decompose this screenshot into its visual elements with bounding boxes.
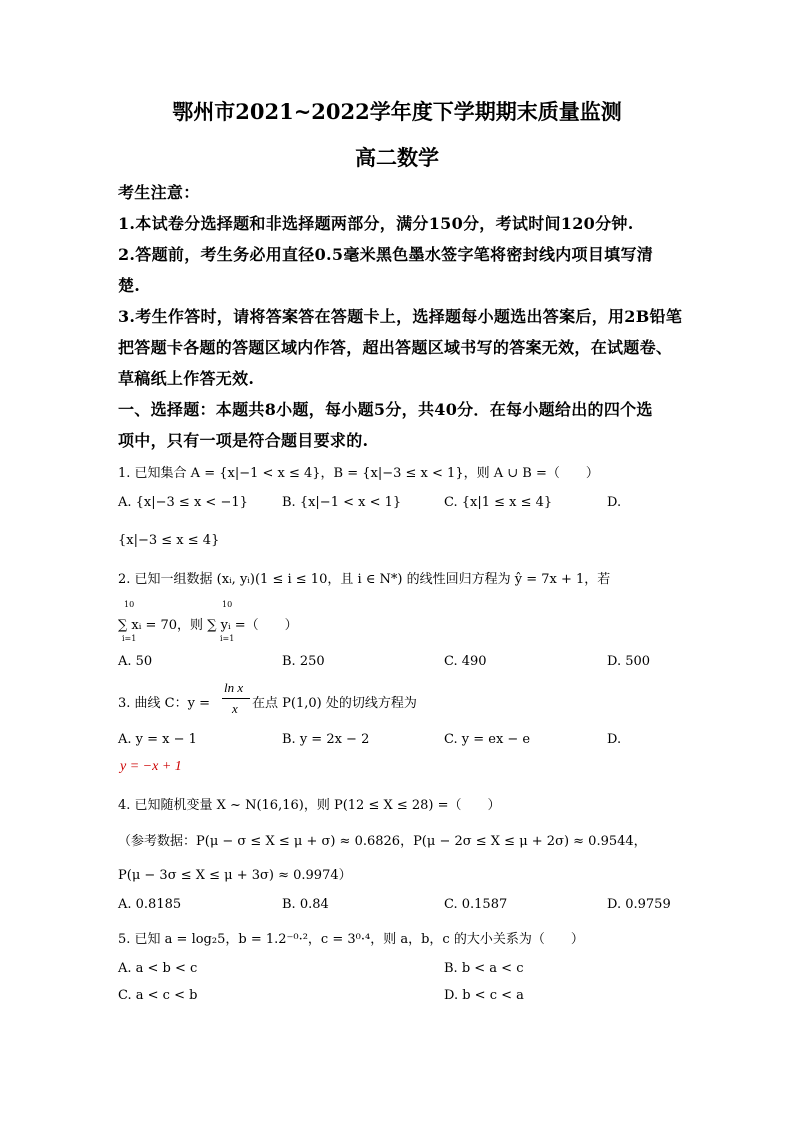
question-2-stem: 2. 已知一组数据 (xᵢ, yᵢ)(1 ≤ i ≤ 10，且 i ∈ N*) 的线性回归方程为 ŷ = 7x + 1，若	[118, 572, 611, 587]
question-2-option-b: B. 250	[282, 654, 325, 669]
question-3-stem-prefix: 3. 曲线 C：y =	[118, 696, 210, 711]
question-1-option-b: B. {x|−1 < x < 1}	[282, 495, 402, 510]
question-1-option-d: D.	[607, 495, 622, 510]
notice-item-3-cont2: 草稿纸上作答无效.	[118, 369, 255, 388]
question-2-stem-cont: ∑ xᵢ = 70，则 ∑ yᵢ =（ ）	[118, 618, 298, 633]
question-1-option-d-text: {x|−3 ≤ x ≤ 4}	[118, 533, 220, 548]
question-1-option-c: C. {x|1 ≤ x ≤ 4}	[444, 495, 553, 510]
question-3-option-b: B. y = 2x − 2	[282, 732, 370, 747]
question-5-option-c: C. a < c < b	[118, 988, 198, 1003]
notice-item-2: 2.答题前，考生务必用直径0.5毫米黑色墨水签字笔将密封线内项目填写清	[118, 245, 654, 264]
page-title: 鄂州市2021~2022学年度下学期期末质量监测	[172, 99, 622, 124]
question-3-option-d: D.	[607, 732, 622, 747]
notice-heading: 考生注意：	[118, 183, 200, 202]
question-3-option-a: A. y = x − 1	[118, 732, 197, 747]
question-3-option-c: C. y = ex − e	[444, 732, 531, 747]
notice-item-3: 3.考生作答时，请将答案答在答题卡上，选择题每小题选出答案后，用2B铅笔	[118, 307, 683, 326]
notice-item-1: 1.本试卷分选择题和非选择题两部分，满分150分，考试时间120分钟.	[118, 214, 634, 233]
question-1-stem: 1. 已知集合 A = {x|−1 < x ≤ 4}，B = {x|−3 ≤ x < 1}，则 A ∪ B =（ ）	[118, 466, 599, 481]
question-3-option-d-text: y = −x + 1	[120, 759, 182, 774]
fraction-denominator: x	[232, 701, 238, 716]
question-4-reference-2: P(μ − 3σ ≤ X ≤ μ + 3σ) ≈ 0.9974）	[118, 868, 352, 883]
question-4-reference-1: （参考数据：P(μ − σ ≤ X ≤ μ + σ) ≈ 0.6826，P(μ − 2σ ≤ X ≤ μ + 2σ) ≈ 0.9544，	[118, 834, 647, 849]
question-4-option-b: B. 0.84	[282, 897, 329, 912]
question-5-option-b: B. b < a < c	[444, 961, 524, 976]
question-3-stem-suffix: 在点 P(1,0) 处的切线方程为	[252, 696, 417, 711]
question-5-option-d: D. b < c < a	[444, 988, 524, 1003]
section-heading-cont: 项中，只有一项是符合题目要求的.	[118, 431, 369, 450]
question-5-option-a: A. a < b < c	[118, 961, 198, 976]
sum-lower-1: i=1	[122, 634, 137, 643]
fraction-numerator: ln x	[224, 680, 244, 695]
question-2-option-a: A. 50	[118, 654, 153, 669]
question-2-option-c: C. 490	[444, 654, 487, 669]
sum-lower-2: i=1	[220, 634, 235, 643]
notice-item-3-cont1: 把答题卡各题的答题区域内作答，超出答题区域书写的答案无效，在试题卷、	[118, 338, 673, 357]
sum-upper-2: 10	[222, 600, 233, 609]
fraction-bar	[222, 698, 250, 699]
section-heading: 一、选择题：本题共8小题，每小题5分，共40分．在每小题给出的四个选	[118, 400, 653, 419]
question-4-stem: 4. 已知随机变量 X ~ N(16,16)，则 P(12 ≤ X ≤ 28) =（ ）	[118, 798, 501, 813]
question-4-option-a: A. 0.8185	[118, 897, 182, 912]
question-4-option-d: D. 0.9759	[607, 897, 671, 912]
question-5-stem: 5. 已知 a = log₂5，b = 1.2⁻⁰·²，c = 3⁰·⁴，则 a，b，c 的大小关系为（ ）	[118, 932, 584, 947]
question-2-option-d: D. 500	[607, 654, 651, 669]
notice-item-2-cont: 楚.	[118, 276, 141, 295]
sum-upper-1: 10	[124, 600, 135, 609]
page-subtitle: 高二数学	[355, 145, 439, 170]
question-4-option-c: C. 0.1587	[444, 897, 508, 912]
question-1-option-a: A. {x|−3 ≤ x < −1}	[118, 495, 248, 510]
